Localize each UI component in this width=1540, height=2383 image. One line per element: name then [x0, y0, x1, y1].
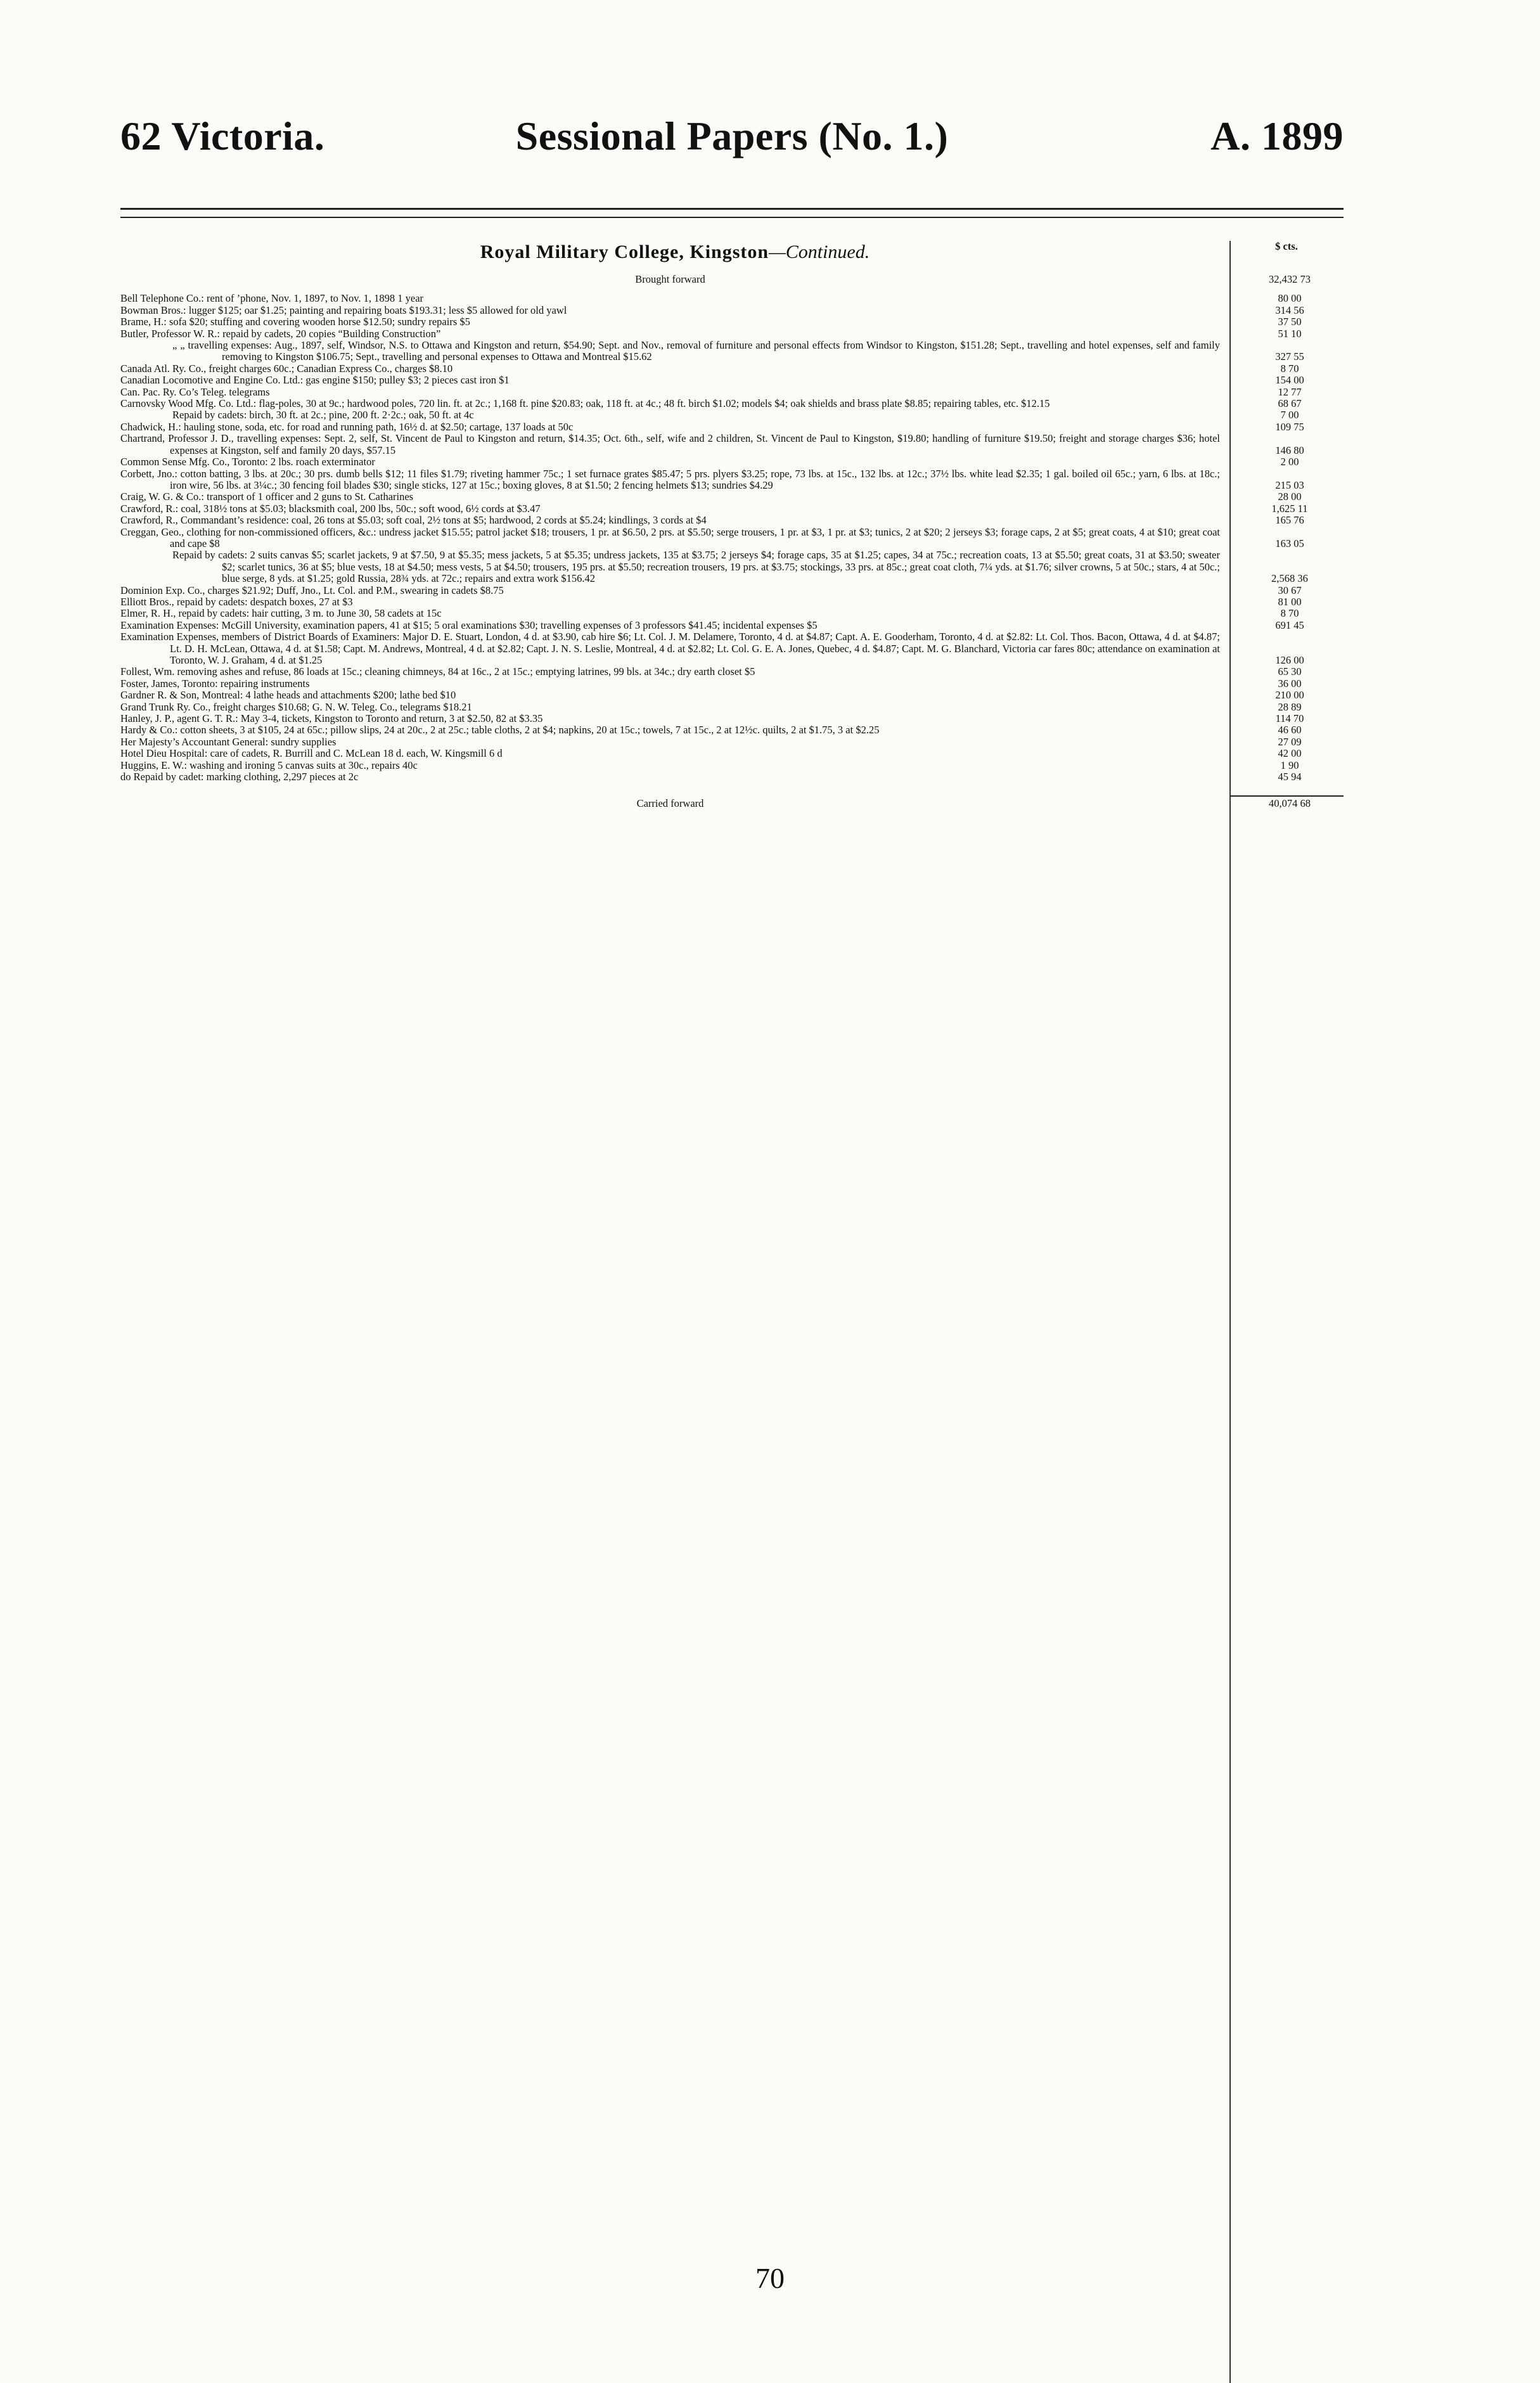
entry-row: [120, 398, 1344, 409]
entry-amount: 2,568 36: [1271, 572, 1308, 585]
entry-description: Huggins, E. W.: washing and ironing 5 canvas suits at 30c., repairs 40c: [120, 759, 418, 771]
entry-row: [120, 340, 1344, 363]
entry-description: do Repaid by cadet: marking clothing, 2,297 pieces at 2c: [120, 771, 359, 783]
entry-amount: 28 89: [1278, 700, 1302, 713]
entry-row: [120, 620, 1344, 631]
entry-amount: 8 70: [1280, 362, 1299, 375]
entry-amount: 40,074 68: [1269, 797, 1311, 810]
entry-amount: 37 50: [1278, 316, 1302, 328]
section-title-main: Royal Military College, Kingston: [480, 241, 769, 262]
entry-row: [120, 702, 1344, 713]
entry-row: [120, 724, 1344, 736]
entry-description: Can. Pac. Ry. Co’s Teleg. telegrams: [120, 385, 270, 398]
accounts-table: [120, 241, 1344, 810]
entry-description: Chadwick, H.: hauling stone, soda, etc. for road and running path, 16½ d. at $2.50; cartage, 137 loads at 50c: [120, 420, 574, 433]
entry-amount: 1 90: [1280, 759, 1299, 771]
entry-description: Dominion Exp. Co., charges $21.92; Duff, Jno., Lt. Col. and P.M., swearing in cadets $8.75: [120, 584, 504, 596]
entry-amount: 215 03: [1275, 479, 1304, 491]
entry-description: Examination Expenses: McGill University, examination papers, 41 at $15; 5 oral examinations $30; travelling expenses of 3 professors $41.45; incidental expenses $5: [120, 619, 818, 631]
entry-row: [120, 771, 1344, 783]
entry-amount: 109 75: [1275, 420, 1304, 433]
session-label: 62 Victoria.: [120, 113, 325, 158]
entry-description: Common Sense Mfg. Co., Toronto: 2 lbs. roach exterminator: [120, 456, 375, 468]
entry-description: Carried forward: [636, 797, 704, 810]
entry-row: [120, 596, 1344, 608]
entry-amount: 46 60: [1278, 724, 1302, 736]
entry-row: [120, 798, 1344, 809]
entry-row: [120, 515, 1344, 526]
entry-row: [120, 363, 1344, 375]
entry-amount: 28 00: [1278, 491, 1302, 503]
entry-description: Repaid by cadets: 2 suits canvas $5; scarlet jackets, 9 at $7.50, 9 at $5.35; mess jackets, 5 at $5.35; undress jackets, 135 at $3.75; 2 jerseys $4; forage caps, 35 at $1.25; capes, 34 at 75c.; recreation coats, 13 at $5.50; great coats, 31 at $3.50; sweater $2; scarlet tunics, 36 at $5; blue vests, 18 at $4.50; mess vests, 5 at $4.50; trousers, 195 prs. at $5.50; recreation trousers, 19 prs. at $3.75; stockings, 33 prs. at 85c.; great coat cloth, 7¼ yds. at $1.76; silver crowns, 5 at 50c.; stars, 4 at 50c.; blue serge, 8 yds. at $1.25; gold Russia, 28¾ yds. at 72c.; repairs and extra work $156.42: [172, 549, 1220, 585]
entry-row: [120, 631, 1344, 666]
entry-amount: 7 00: [1280, 409, 1299, 421]
entry-amount: 327 55: [1275, 350, 1304, 363]
entry-amount: 27 09: [1278, 735, 1302, 748]
entry-description: Grand Trunk Ry. Co., freight charges $10.68; G. N. W. Teleg. Co., telegrams $18.21: [120, 700, 472, 713]
entry-row: [120, 608, 1344, 619]
entry-description: Hardy & Co.: cotton sheets, 3 at $105, 24 at 65c.; pillow slips, 24 at 20c., 2 at 25c.; table cloths, 2 at $4; napkins, 20 at 15c.; towels, 7 at 15c., 2 at 12½c. quilts, 2 at $1.75, 3 at $2.25: [120, 724, 880, 736]
entry-row: [120, 305, 1344, 316]
entry-amount: 68 67: [1278, 397, 1302, 410]
entry-row: [120, 328, 1344, 340]
sessional-papers-label: Sessional Papers (No. 1.): [515, 113, 949, 158]
entry-row: [120, 678, 1344, 690]
entry-amount: 12 77: [1278, 385, 1302, 398]
entry-row: [120, 491, 1344, 503]
entry-row: [120, 503, 1344, 515]
entry-description: Craig, W. G. & Co.: transport of 1 officer and 2 guns to St. Catharines: [120, 491, 414, 503]
amount-units-header: $ cts.: [1275, 240, 1298, 252]
entry-amount: 2 00: [1280, 456, 1299, 468]
entry-description: Hanley, J. P., agent G. T. R.: May 3-4, tickets, Kingston to Toronto and return, 3 at $2.50, 82 at $3.35: [120, 712, 543, 725]
entry-amount: 32,432 73: [1269, 273, 1311, 285]
entry-amount: 691 45: [1275, 619, 1304, 631]
entry-amount: 114 70: [1275, 712, 1304, 725]
entry-description: Carnovsky Wood Mfg. Co. Ltd.: flag-poles, 30 at 9c.; hardwood poles, 720 lin. ft. at 2c.; 1,168 ft. pine $20.83; oak, 118 ft. at 4c.; 48 ft. birch $1.02; models $4; oak shields and brass plate $8.85; repairing tables, etc. $12.15: [120, 397, 1050, 410]
header-rule-top: [120, 208, 1344, 210]
header-rule-bottom: [120, 217, 1344, 218]
entry-row: [120, 549, 1344, 584]
entry-amount: 8 70: [1280, 607, 1299, 620]
section-title: [120, 241, 1229, 274]
entry-list: [120, 274, 1344, 810]
entry-description: Repaid by cadets: birch, 30 ft. at 2c.; pine, 200 ft. 2·2c.; oak, 50 ft. at 4c: [172, 409, 474, 421]
entry-amount: 81 00: [1278, 595, 1302, 608]
entry-description: Butler, Professor W. R.: repaid by cadets, 20 copies “Building Construction”: [120, 327, 441, 340]
entry-amount: 36 00: [1278, 677, 1302, 690]
entry-amount: 126 00: [1275, 654, 1304, 666]
entry-amount: 45 94: [1278, 771, 1302, 783]
entry-row: [120, 293, 1344, 304]
entry-row: [120, 468, 1344, 492]
entry-description: Crawford, R., Commandant’s residence: coal, 26 tons at $5.03; soft coal, 2½ tons at $5; hardwood, 2 cords at $5.24; kindlings, 3 cords at $4: [120, 514, 707, 527]
entry-row: [120, 527, 1344, 550]
entry-amount: 154 00: [1275, 374, 1304, 387]
entry-description: Creggan, Geo., clothing for non-commissioned officers, &c.: undress jacket $15.55; patrol jacket $18; trousers, 1 pr. at $6.50, 2 prs. at $5.50; serge trousers, 1 pr. at $3, 1 pr. at $3; tunics, 2 at $20; 2 jerseys $3; forage caps, 2 at $5; great coats, 4 at $10; great coat and cape $8: [120, 525, 1220, 549]
entry-row: [120, 375, 1344, 386]
entry-row: [120, 274, 1344, 285]
entry-amount: 1,625 11: [1271, 502, 1308, 515]
entry-amount: 42 00: [1278, 747, 1302, 760]
entry-description: Examination Expenses, members of District Boards of Examiners: Major D. E. Stuart, London, 4 d. at $3.90, cab hire $6; Lt. Col. J. M. Delamere, Toronto, 4 d. at $4.87; Capt. A. E. Gooderham, Toronto, 4 d. at $2.82: Lt. Col. Thos. Bacon, Ottawa, 4 d. at $4.87; Lt. D. H. McLean, Ottawa, 4 d. at $1.58; Capt. M. Andrews, Montreal, 4 d. at $2.82; Capt. J. N. S. Leslie, Montreal, 4 d. at $2.82; Lt. Col. G. E. A. Jones, Quebec, 4 d. $4.87; Capt. M. G. Blanchard, Victoria car fares 80c; attendance on examination at Toronto, W. J. Graham, 4 d. at $1.25: [120, 631, 1220, 666]
entry-row: [120, 760, 1344, 771]
entry-amount: 210 00: [1275, 689, 1304, 702]
entry-description: „ „ travelling expenses: Aug., 1897, self, Windsor, N.S. to Ottawa and Kingston and return, $54.90; Sept. and Nov., removal of furniture and personal effects from Windsor to Kingston, $151.28; Sept., travelling and hotel expenses, self and family removing to Kingston $106.75; Sept., travelling and personal expenses to Ottawa and Montreal $15.62: [172, 339, 1220, 363]
entry-description: Elmer, R. H., repaid by cadets: hair cutting, 3 m. to June 30, 58 cadets at 15c: [120, 607, 442, 620]
entry-description: Follest, Wm. removing ashes and refuse, 86 loads at 15c.; cleaning chimneys, 84 at 16c., 2 at 15c.; emptying latrines, 99 bls. at 34c.; dry earth closet $5: [120, 665, 755, 678]
entry-row: [120, 409, 1344, 421]
entry-description: Chartrand, Professor J. D., travelling expenses: Sept. 2, self, St. Vincent de Paul to Kingston and return, $14.35; Oct. 6th., self, wife and 2 children, St. Vincent de Paul to Kingston, $19.80; handling of furniture $19.50; freight and storage charges $36; hotel expenses at Kingston, self and family 20 days, $57.15: [120, 432, 1220, 456]
entry-amount: 163 05: [1275, 537, 1304, 549]
entry-amount: 146 80: [1275, 444, 1304, 456]
carried-forward-rule: [1229, 795, 1344, 797]
page-number: 70: [755, 2262, 785, 2294]
entry-amount: 51 10: [1278, 327, 1302, 340]
entry-row: [120, 748, 1344, 759]
entry-description: Elliott Bros., repaid by cadets: despatch boxes, 27 at $3: [120, 595, 353, 608]
entry-description: Hotel Dieu Hospital: care of cadets, R. Burrill and C. McLean 18 d. each, W. Kingsmill 6 d: [120, 747, 503, 760]
entry-description: Canada Atl. Ry. Co., freight charges 60c.; Canadian Express Co., charges $8.10: [120, 362, 453, 375]
entry-amount: 165 76: [1275, 514, 1304, 527]
entry-description: Canadian Locomotive and Engine Co. Ltd.: gas engine $150; pulley $3; 2 pieces cast iron $1: [120, 374, 510, 387]
entry-row: [120, 387, 1344, 398]
entry-row: [120, 421, 1344, 433]
entry-description: Her Majesty’s Accountant General: sundry supplies: [120, 735, 337, 748]
entry-description: Bowman Bros.: lugger $125; oar $1.25; painting and repairing boats $193.31; less $5 allowed for old yawl: [120, 304, 567, 316]
entry-row: [120, 585, 1344, 596]
entry-description: Brame, H.: sofa $20; stuffing and covering wooden horse $12.50; sundry repairs $5: [120, 316, 470, 328]
section-title-continued: —Continued.: [769, 241, 870, 262]
entry-description: Bell Telephone Co.: rent of ’phone, Nov. 1, 1897, to Nov. 1, 1898 1 year: [120, 292, 424, 305]
entry-row: [120, 433, 1344, 456]
entry-row: [120, 316, 1344, 328]
year-label: A. 1899: [1210, 113, 1344, 158]
entry-row: [120, 690, 1344, 701]
page-header: [120, 113, 1344, 170]
entry-description: Brought forward: [635, 273, 705, 285]
entry-row: [120, 713, 1344, 724]
entry-row: [120, 456, 1344, 468]
entry-row: [120, 666, 1344, 678]
entry-description: Crawford, R.: coal, 318½ tons at $5.03; blacksmith coal, 200 lbs, 50c.; soft wood, 6½ cords at $3.47: [120, 502, 541, 515]
entry-amount: 30 67: [1278, 584, 1302, 596]
entry-description: Foster, James, Toronto: repairing instruments: [120, 677, 310, 690]
entry-amount: 80 00: [1278, 292, 1302, 305]
entry-row: [120, 736, 1344, 748]
entry-amount: 65 30: [1278, 665, 1302, 678]
entry-description: Corbett, Jno.: cotton batting, 3 lbs. at 20c.; 30 prs. dumb bells $12; 11 files $1.79; riveting hammer 75c.; 1 set furnace grates $85.47; 5 prs. plyers $3.25; rope, 73 lbs. at 15c., 132 lbs. at 12c.; 37½ lbs. white lead $2.35; 1 gal. boiled oil 65c.; yarn, 6 lbs. at 18c.; iron wire, 56 lbs. at 3¼c.; 30 fencing foil blades $30; single sticks, 127 at 15c.; boxing gloves, 8 at $1.50; 2 fencing helmets $13; sundries $4.29: [120, 467, 1220, 491]
entry-amount: 314 56: [1275, 304, 1304, 316]
entry-description: Gardner R. & Son, Montreal: 4 lathe heads and attachments $200; lathe bed $10: [120, 689, 456, 702]
